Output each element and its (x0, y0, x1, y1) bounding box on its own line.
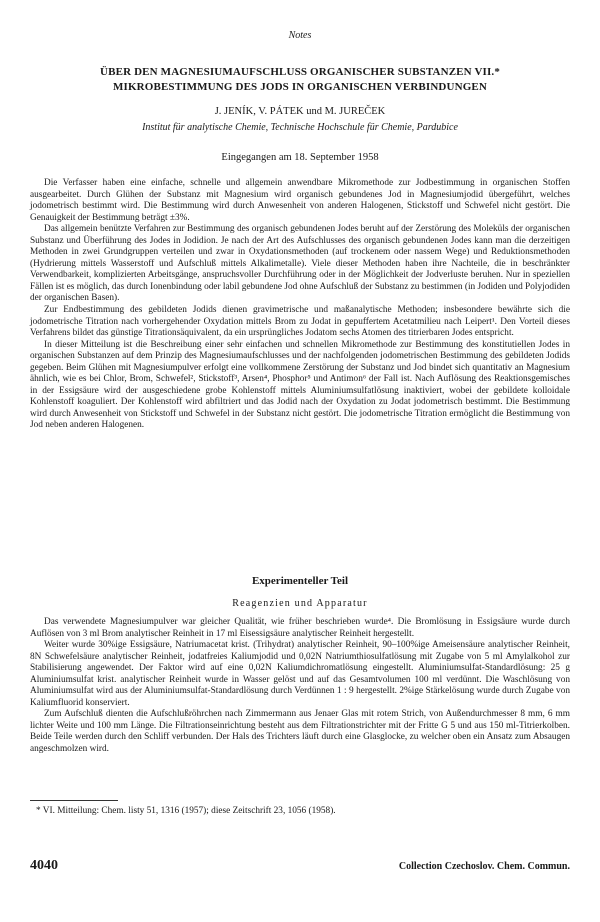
article-title-line-1: ÜBER DEN MAGNESIUMAUFSCHLUSS ORGANISCHER SUBSTANZEN VII.* (100, 66, 500, 78)
body-paragraph: Das allgemein benützte Verfahren zur Bestimmung des organisch gebundenen Jodes beruht auf der Zerstörung des Moleküls der organischen Substanz und Überführung des Jodes in Jodidion. Je nach der Art des Aufschlusses des organisch gebundenen Jodes kann man die derzeitigen Methoden in zwei Grundgruppen verteilen und zwar in Oxydationsmethoden (auf trockenem oder nassem Wege) und Reduktionsmethoden (Hydrierung mittels Wasserstoff und Aufschluß mittels Alkalimetalle). Viele dieser Methoden haben ihre Nachteile, die in beschränkter Verwendbarkeit, komplizierten Arbeitsgänge, anspruchsvoller Durchführung oder in der Möglichkeit der Jodverluste beruhen. Nur in speziellen Fällen ist es möglich, das durch Ionenbindung oder labil gebundene Jod ohne Aufschluß der Substanz zu bestimmen (in Jodiden und Polyjodiden der organischen Basen). (30, 224, 570, 304)
body-paragraph: Zur Endbestimmung des gebildeten Jodids dienen gravimetrische und maßanalytische Methoden; insbesondere bewährte sich die jodometrische Titration nach vorhergehender Oxydation mittels Brom zu Jodat in gepuffertem Acetatmilieu nach Leipert¹. Den Vorteil dieses Verfahrens bildet das günstige Titrationsäquivalent, da ein ursprüngliches Jodatom sechs Atomen des titrierbaren Jodes entspricht. (30, 305, 570, 339)
institute: Institut für analytische Chemie, Technische Hochschule für Chemie, Pardubice (142, 122, 458, 133)
section-heading: Experimenteller Teil (251, 575, 349, 587)
body-paragraph: Das verwendete Magnesiumpulver war gleicher Qualität, wie früher beschrieben wurde⁴. Die Bromlösung in Essigsäure wurde durch Auflösen von 3 ml Brom analytischer Reinheit in 17 ml Eisessigsäure analytischer Reinheit hergestellt. (30, 617, 570, 639)
body-paragraph: Weiter wurde 30%ige Essigsäure, Natriumacetat krist. (Trihydrat) analytischer Reinheit, 90–100%ige Ameisensäure analytischer Reinheit, 8N Schwefelsäure analytischer Reinheit, jodatfreies Kaliumjodid und 0,02N Natriumthiosulfatlösung mit Zugabe von 5 ml Amylalkohol zur Stabilisierung angewendet. Der Faktor wird auf eine 0,02N Kaliumdichromatlösung eingestellt. Aluminiumsulfat-Standardlösung: 25 g Aluminiumsulfat krist. analytischer Reinheit wurde in Wasser gelöst und auf das Gesamtvolumen 100 ml verdünnt. Die Waschlösung von Aluminiumsulfat wird aus der Aluminiumsulfat-Standardlösung durch Verdünnen 1 : 9 hergestellt. 2%ige Stärkelösung wurde durch Zugabe von Kaliumfluorid konserviert. (30, 640, 570, 708)
footnote: * VI. Mitteilung: Chem. listy 51, 1316 (1957); diese Zeitschrift 23, 1056 (1958). (36, 806, 336, 816)
abstract-paragraph: Die Verfasser haben eine einfache, schnelle und allgemein anwendbare Mikromethode zur Jodbestimmung in organischen Stoffen ausgearbeitet. Durch Glühen der Substanz mit Magnesium wird organisch gebundenes Jod in Magnesiumjodid übergeführt, welches jodometrisch bestimmt wird. Die Bestimmung wird durch Anwesenheit von anderen Halogenen, Stickstoff und Schwefel nicht gestört. Die Genauigkeit der Bestimmung beträgt ±3%. (30, 178, 570, 223)
experimental-body (30, 617, 570, 756)
subsection-heading: Reagenzien und Apparatur (232, 598, 368, 609)
authors: J. JENÍK, V. PÁTEK und M. JUREČEK (214, 106, 386, 117)
body-paragraph: In dieser Mitteilung ist die Beschreibung einer sehr einfachen und schnellen Mikromethode zur Bestimmung des konstitutiellen Jodes in organischen Substanzen auf dem Prinzip des Magnesiumaufschlusses und der nachfolgenden jodometrischen Bestimmung des gebildeten Jodids gegeben. Beim Glühen mit Magnesiumpulver erfolgt eine vollkommene Zerstörung der Substanz und Jod bindet sich quantitativ an Magnesium ähnlich, wie es bei Chlor, Brom, Schwefel², Stickstoff³, Arsen⁴, Phosphor⁵ und Antimon⁶ der Fall ist. Nach Auflösung des Reaktionsgemisches in der Essigsäure wird der ausgeschiedene grobe Kohlenstoff mittels Aluminiumsulfatlösung inaktiviert, wobei der gebildete kolloidale Kohlenstoff koaguliert. Der Kohlenstoff wird abfiltriert und das Jodid nach der Oxydation zu Jodat jodometrisch bestimmt. Die Bestimmung wird durch Anwesenheit von Stickstoff und Schwefel in der Substanz nicht gestört. Die jodometrische Titration ermöglicht die Bestimmung von Jod neben anderen Halogenen. (30, 339, 570, 431)
page-number: 4040 (30, 858, 58, 873)
article-title-line-2: MIKROBESTIMMUNG DES JODS IN ORGANISCHEN VERBINDUNGEN (112, 81, 487, 93)
received-date: Eingegangen am 18. September 1958 (221, 152, 379, 163)
running-head: Notes (288, 30, 312, 41)
body-paragraph: Zum Aufschluß dienten die Aufschlußröhrchen nach Zimmermann aus Jenaer Glas mit rotem Strich, von Außendurchmesser 8 mm, 6 mm lichter Weite und 100 mm Länge. Die Filtrationseinrichtung besteht aus dem Filtrationstrichter mit der Fritte G 5 und aus 150 ml-Titrierkolben. Beide Teile werden durch den Schliff verbunden. Der Hals des Trichters läuft durch eine Glasglocke, zu welcher oben ein Ansatz zum Absaugen angeschmolzen wird. (30, 709, 570, 755)
journal-name: Collection Czechoslov. Chem. Commun. (398, 861, 570, 872)
introduction-body (30, 178, 570, 432)
footnote-rule (30, 800, 118, 801)
